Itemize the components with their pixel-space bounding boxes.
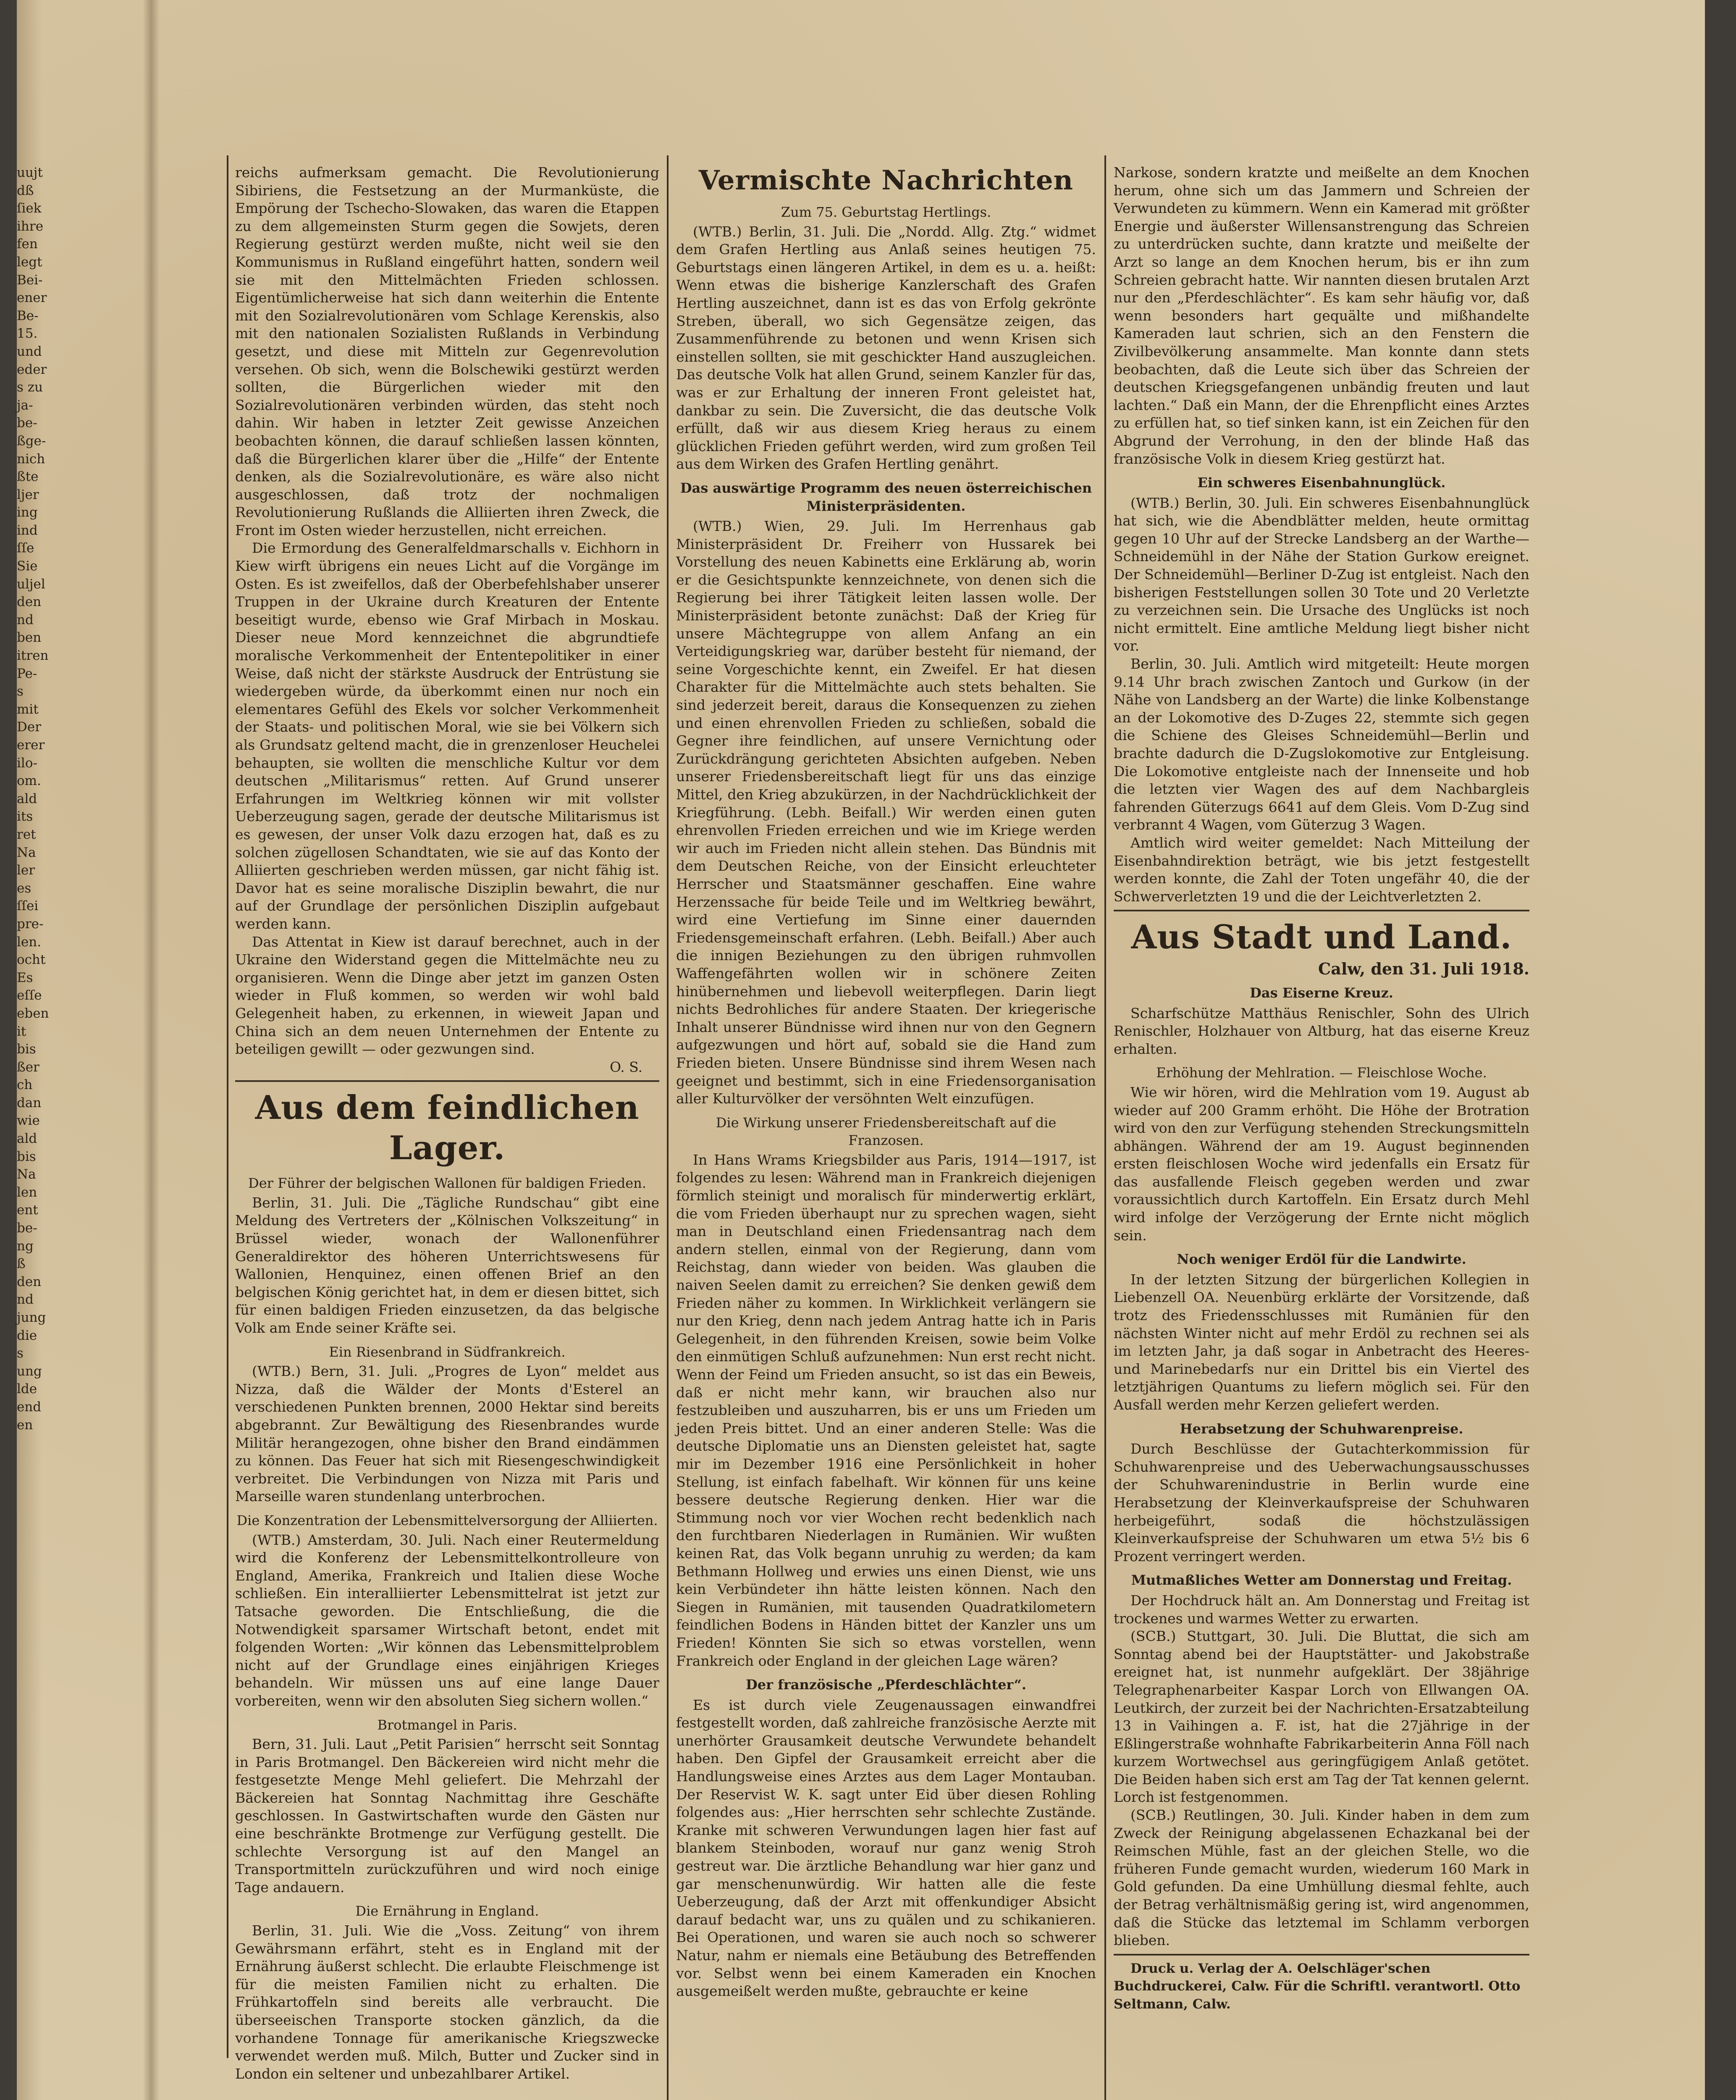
article-text: In Hans Wrams Kriegsbilder aus Paris, 1914—1917, ist folgendes zu lesen: Während man in Frankreich diejenigen förmlich steinigt und moralisch für minderwertig erklärt, die vom Frieden überhaupt nur zu sprechen wagen, sieht man in Deutschland einen Friedensantrag nach dem andern stellen, einmal von der Regierung, dann vom Reichstag, dann wieder von beiden. Was glauben die naiven Seelen damit zu erreichen? Sie denken gewiß dem Frieden näher zu kommen. In Wirklichkeit verlängern sie nur den Krieg, denn nach jedem Antrag hatte ich in Paris Gelegenheit, in den führenden Kreisen, sowie beim Volke den einmütigen Schluß aufzunehmen: Nun erst recht nicht. Wenn der Feind um Frieden ansucht, so ist das ein Beweis, daß er nicht mehr kann, wir brauchen also nur festzubleiben und auszuharren, bis er uns um Frieden um jeden Preis bittet. Und an einer anderen Stelle: Was die deutsche Diplomatie uns an Diensten geleistet hat, sagte mir im Dezember 1916 eine Persönlichkeit in hoher Stellung, ist einfach fabelhaft. Wir können für uns keine bessere deutsche Regierung denken. Hier war die Stimmung noch vor vier Wochen recht bedenklich nach den furchtbaren Niederlagen in Rumänien. Wir wußten keinen Rat, das Volk begann unruhig zu werden; da kam Bethmann Hollweg und erwies uns einen Dienst, wie uns kein Verbündeter ihn hätte leisten können. Nach den Siegen in Rumänien, mit tausenden Quadratkilometern feindlichen Bodens in Händen bittet der Kanzler uns um Frieden! Könnten Sie sich so etwas vorstellen, wenn Frankreich oder England in der gleichen Lage wären? [676, 1151, 1096, 1669]
fragment-word: uljel [17, 576, 45, 592]
column-rule [667, 155, 669, 2100]
article-text: Die Ermordung des Generalfeldmarschalls v. Eichhorn in Kiew wirft übrigens ein neues Licht auf die Vorgänge im Osten. Es ist zweifellos, daß der Oberbefehlshaber unserer Truppen in der Ukraine durch Kreaturen der Entente beseitigt wurde, ebenso wie Graf Mirbach in Moskau. Dieser neue Mord kennzeichnet die abgrundtiefe moralische Verkommenheit der Ententepolitiker in einer Weise, daß nicht der stärkste Ausdruck der Entrüstung sie wiedergeben würde, da überkommt einen nur noch ein elementares Gefühl des Ekels vor solcher Verkommenheit der Staats- und politischen Moral, wie sie bei Völkern sich als Grundsatz geltend macht, die in grenzenloser Heuchelei behaupten, sie wollten die menschliche Kultur vor dem deutschen „Militarismus“ retten. Auf Grund unserer Erfahrungen im Weltkrieg können wir mit vollster Ueberzeugung sagen, gerade der deutsche Militarismus ist es gewesen, der unser Volk dazu erzogen hat, daß es zu solchen zügellosen Schandtaten, wie sie auf das Konto der Alliierten geschrieben werden müssen, gar nicht fähig ist. Davor hat es seine moralische Disziplin bewahrt, die nur auf der Grundlage der persönlichen Disziplin aufgebaut werden kann. [235, 540, 659, 932]
fragment-word: Es [17, 970, 33, 985]
fragment-word: eder [17, 362, 47, 377]
fragment-word: it [17, 1024, 26, 1039]
fragment-word: ener [17, 290, 47, 306]
fragment-word: ß [17, 1256, 26, 1272]
fragment-word: ljer [17, 487, 39, 502]
fragment-word: om. [17, 773, 41, 789]
column-rule [227, 155, 228, 2058]
fragment-word: dan [17, 1095, 42, 1110]
signature: O. S. [609, 1058, 642, 1075]
article-title: Zum 75. Geburtstag Hertlings. [781, 204, 991, 220]
fragment-word: legt [17, 254, 42, 270]
article-title: Noch weniger Erdöl für die Landwirte. [1177, 1251, 1466, 1268]
fragment-word: Pe- [17, 666, 37, 681]
article-title: Mutmaßliches Wetter am Donnerstag und Freitag. [1131, 1572, 1512, 1588]
article-title: Ein schweres Eisenbahnunglück. [1197, 475, 1446, 491]
fragment-word: ret [17, 827, 36, 842]
fragment-word: ald [17, 1131, 37, 1147]
article-title: Erhöhung der Mehlration. — Fleischlose Woche. [1156, 1065, 1487, 1081]
article-text: Berlin, 31. Juli. Die „Tägliche Rundschau“ gibt eine Meldung des Vertreters der „Kölnischen Volkszeitung“ in Brüssel wieder, wonach der Wallonenführer Generaldirektor des höheren Unterrichtswesens für Wallonien, Henquinez, einen offenen Brief an den belgischen König gerichtet hat, in dem er diesen bittet, sich für einen baldigen Frieden einzusetzen, da das belgische Volk am Ende seiner Kräfte sei. [235, 1194, 659, 1336]
fragment-word: fen [17, 236, 38, 252]
fragment-word: s [17, 1346, 24, 1361]
article-text: Berlin, 30. Juli. Amtlich wird mitgeteilt: Heute morgen 9.14 Uhr brach zwischen Zantoch und Gurkow (in der Nähe von Landsberg an der Warte) die linke Kolbenstange an der Lokomotive des D-Zuges 22, stemmte sich gegen die Schiene des Gleises Schneidemühl—Berlin und brachte dadurch die D-Zugslokomotive zur Entgleisung. Die Lokomotive entgleiste nach der Innenseite und hob die letzten vier Wagen des auf dem Nachbargleis fahrenden Güterzugs 6641 auf dem Gleis. Vom D-Zug sind verbrannt 4 Wagen, vom Güterzug 3 Wagen. [1114, 656, 1529, 833]
fragment-word: nd [17, 1292, 34, 1307]
article-text: reichs aufmerksam gemacht. Die Revolutionierung Sibiriens, die Festsetzung an der Murmanküste, die Empörung der Tschecho-Slowaken, das waren die Etappen zu dem allgemeinsten Sturm gegen die Sowjets, deren Regierung gestürzt werden mußte, nicht weil sie den Kommunismus in Rußland eingeführt hatten, sondern weil sie mit den Mittelmächten Frieden schlossen. Eigentümlicherweise hat sich dann weiterhin die Entente mit den Sozialrevolutionären vom Schlage Kerenskis, also mit den nationalen Sozialisten Rußlands in Verbindung gesetzt, und diese mit Mitteln zur Gegenrevolution versehen. Ob sich, wenn die Bolschewiki gestürzt werden sollten, die Bürgerlichen wieder mit den Sozialrevolutionären verbinden würden, das steht noch dahin. Wir haben in letzter Zeit gewisse Anzeichen beobachten können, die darauf schließen lassen könnten, daß die Bürgerlichen klarer über die „Hilfe“ der Entente denken, als die Sozialrevolutionäre, es wäre also nicht ausgeschlossen, daß trotz der nochmaligen Revolutionierung Rußlands die Alliierten ihren Zweck, die Front im Osten wieder herzustellen, nicht erreichen. [235, 164, 659, 538]
dateline: Calw, den 31. Juli 1918. [1318, 959, 1529, 979]
fragment-word: ing [17, 505, 38, 520]
fragment-word: Bei- [17, 272, 43, 288]
fragment-word: ja- [17, 397, 33, 413]
column-3 [1114, 164, 1529, 2012]
fragment-word: die [17, 1328, 37, 1343]
article-text: Scharfschütze Matthäus Renischler, Sohn des Ulrich Renischler, Holzhauer von Altburg, hat das eiserne Kreuz erhalten. [1114, 1005, 1529, 1057]
article-text: (WTB.) Berlin, 30. Juli. Ein schweres Eisenbahnunglück hat sich, wie die Abendblätter melden, heute ormittag gegen 10 Uhr auf der Strecke Landsberg an der Warthe—Schneidemühl in der Nähe der Station Gurkow ereignet. Der Schneidemühl—Berliner D-Zug ist entgleist. Nach den bisherigen Feststellungen sollen 30 Tote und 20 Verletzte zu verzeichnen sein. Die Ursache des Unglücks ist noch nicht ermittelt. Eine amtliche Meldung liegt bisher nicht vor. [1114, 494, 1529, 654]
fragment-word: mit [17, 701, 39, 717]
fragment-word: len [17, 1184, 37, 1200]
fragment-word: eben [17, 1005, 49, 1021]
article-title: Ein Riesenbrand in Südfrankreich. [329, 1344, 566, 1360]
fragment-word: Sie [17, 559, 38, 574]
fragment-word: ihre [17, 218, 44, 234]
fragment-word: be- [17, 415, 37, 431]
article-text: (WTB.) Bern, 31. Juli. „Progres de Lyon“ meldet aus Nizza, daß die Wälder der Monts d'Esterel an verschiedenen Punkten brennen, 2000 Hektar sind bereits abgebrannt. Zur Bewältigung des Riesenbrandes wurde Militär herangezogen, ohne bisher den Brand eindämmen zu können. Das Feuer hat sich mit Riesengeschwindigkeit verbreitet. Die Verbindungen von Nizza mit Paris und Marseille waren stundenlang unterbrochen. [235, 1363, 659, 1505]
fragment-word: en [17, 1417, 33, 1433]
article-title: Die Konzentration der Lebensmittelversorgung der Alliierten. [236, 1512, 658, 1528]
article-text: (WTB.) Berlin, 31. Juli. Die „Nordd. Allg. Ztg.“ widmet dem Grafen Hertling aus Anlaß seines heutigen 75. Geburtstags einen längeren Artikel, in dem es u. a. heißt: Wenn etwas die bisherige Kanzlerschaft des Grafen Hertling auszeichnet, dann ist es das von Erfolg gekrönte Streben, überall, wo sich Gegensätze zeigen, das Zusammenführende zu betonen und wenn Krisen sich einstellen sollten, sie mit geschickter Hand auszugleichen. Das deutsche Volk hat allen Grund, seinem Kanzler für das, was er zur Erhaltung der inneren Front geleistet hat, dankbar zu sein. Die Zuversicht, die das deutsche Volk erfüllt, daß wir aus diesem Krieg heraus zu einem glücklichen Frieden geführt werden, wird zum großen Teil aus dem Wirken des Grafen Hertling genährt. [676, 223, 1096, 472]
fragment-word: wie [17, 1113, 40, 1129]
article-text: (SCB.) Stuttgart, 30. Juli. Die Bluttat, die sich am Sonntag abend bei der Hauptstätter- und Jakobstraße ereignet hat, ist nunmehr aufgeklärt. Der 38jährige Telegraphenarbeiter Kaspar Lorch von Ellwangen OA. Leutkirch, der zurzeit bei der Nachrichten-Ersatzabteilung 13 in Vaihingen a. F. ist, hat die 27jährige in der Eßlingerstraße wohnhafte Fabrikarbeiterin Anna Föll nach kurzem Wortwechsel aus geringfügigem Anlaß getötet. Die Beiden haben sich erst am Tag der Tat kennen gelernt. Lorch ist festgenommen. [1114, 1628, 1529, 1806]
section-heading: Aus Stadt und Land. [1131, 918, 1512, 957]
section-heading: Aus dem feindlichen Lager. [255, 1089, 640, 1168]
fragment-word: its [17, 809, 33, 824]
section-divider [1114, 1954, 1529, 1956]
article-text: Der Hochdruck hält an. Am Donnerstag und Freitag ist trockenes und warmes Wetter zu erwarten. [1114, 1592, 1529, 1627]
fragment-word: 15. [17, 326, 38, 341]
fragment-word: be- [17, 1221, 37, 1236]
article-text: In der letzten Sitzung der bürgerlichen Kollegien in Liebenzell OA. Neuenbürg erklärte der Vorsitzende, daß trotz des Friedensschlusses mit Rumänien für den nächsten Winter nicht auf mehr Erdöl zu rechnen sei als im letzten Jahr, ja daß sogar in Anbetracht des Heeres- und Marinebedarfs nur ein Drittel bis ein Viertel des letztjährigen Quantums zu liefern möglich sei. Für den Ausfall werden mehr Kerzen geliefert werden. [1114, 1271, 1529, 1413]
section-divider [1114, 910, 1529, 911]
article-text: Narkose, sondern kratzte und meißelte an dem Knochen herum, ohne sich um das Jammern und Schreien der Verwundeten zu kümmern. Wenn ein Kamerad mit größter Energie und äußerster Willensanstrengung das Schreien zu unterdrücken suchte, dann kratzte und meißelte der Arzt so lange an dem Knochen herum, bis er ihn zum Schreien gebracht hatte. Wir nannten diesen brutalen Arzt nur den „Pferdeschlächter“. Es kam sehr häufig vor, daß wenn besonders hart gequälte und mißhandelte Kameraden laut schrien, sich an den Fenstern die Zivilbevölkerung ansammelte. Man konnte dann stets beobachten, daß die Leute sich über das Schreien der deutschen Kriegsgefangenen unbändig freuten und laut lachten.“ Daß ein Mann, der die Ehrenpflicht eines Arztes zu erfüllen hat, so tief sinken kann, ist ein Zeichen für den Abgrund der Verrohung, in den der blinde Haß das französische Volk in diesem Krieg gestürzt hat. [1114, 164, 1529, 467]
fragment-word: ler [17, 863, 35, 878]
fragment-word: ung [17, 1363, 42, 1379]
fragment-word: bis [17, 1149, 36, 1164]
fragment-word: nich [17, 451, 45, 467]
newspaper-page [17, 0, 1705, 2100]
section-divider [235, 1080, 659, 1082]
article-title: Die Wirkung unserer Friedensbereitschaft auf die Franzosen. [716, 1114, 1057, 1149]
fragment-word: Be- [17, 308, 39, 323]
fragment-word: Na [17, 845, 36, 860]
fragment-word: den [17, 594, 42, 610]
article-text: Das Attentat in Kiew ist darauf berechnet, auch in der Ukraine den Widerstand gegen die Mittelmächte neu zu organisieren. Wenn die Dinge aber jetzt im ganzen Osten wieder in Fluß kommen, so werden wir wohl bald Gelegenheit haben, zu erkennen, in wieweit Japan und China sich an dem neuen Unternehmen der Entente zu beteiligen gewillt — oder gezwungen sind. [235, 933, 659, 1058]
fragment-word: bis [17, 1042, 36, 1057]
article-text: (SCB.) Reutlingen, 30. Juli. Kinder haben in dem zum Zweck der Reinigung abgelassenen Echazkanal bei der Reimschen Mühle, fast an der gleichen Stelle, wo die früheren Funde gemacht wurden, wiederum 160 Mark in Gold gefunden. Da eine Umhüllung diesmal fehlte, auch der Betrag verhältnismäßig gering ist, wird angenommen, daß die Stücke das letztemal im Schlamm verborgen blieben. [1114, 1807, 1529, 1949]
fragment-word: uujt [17, 165, 43, 180]
article-title: Herabsetzung der Schuhwarenpreise. [1180, 1420, 1463, 1437]
fragment-word: s [17, 684, 24, 699]
article-text: Berlin, 31. Juli. Wie die „Voss. Zeitung“ von ihrem Gewährsmann erfährt, steht es in England mit der Ernährung äußerst schlecht. Die erlaubte Fleischmenge ist für die meisten Familien nicht zu erhalten. Die Frühkartoffeln sind bereits alle verbraucht. Die überseeischen Transporte stocken gänzlich, da die vorhandene Tonnage für amerikanische Kriegszwecke verwendet werden muß. Milch, Butter und Zucker sind in London ein seltener und unbezahlbarer Artikel. [235, 1922, 659, 2082]
fragment-word: nd [17, 612, 34, 627]
column-1 [235, 164, 659, 2082]
article-text: Es ist durch viele Zeugenaussagen einwandfrei festgestellt worden, daß zahlreiche französische Aerzte mit unerhörter Grausamkeit deutsche Verwundete behandelt haben. Den Gipfel der Grausamkeit erreicht aber die Handlungsweise eines Arztes aus dem Lager Montauban. Der Reservist W. K. sagt unter Eid über diesen Rohling folgendes aus: „Hier herrschten sehr schlechte Zustände. Kranke mit schweren Verwundungen lagen hier fast auf blankem Steinboden, worauf nur ganz wenig Stroh gestreut war. Die ärztliche Behandlung war hier ganz und gar menschenunwürdig. Wir hatten alle die feste Ueberzeugung, daß der Arzt mit offenkundiger Absicht darauf bedacht war, uns zu quälen und zu schikanieren. Bei Operationen, und waren sie auch noch so schwerer Natur, nahm er niemals eine Betäubung des Betreffenden vor. Selbst wenn bei einem Kameraden ein Knochen ausgemeißelt werden mußte, gebrauchte er keine [676, 1696, 1096, 2000]
fragment-word: und [17, 344, 42, 359]
fragment-word: pre- [17, 916, 44, 932]
fragment-word: itren [17, 648, 49, 664]
fragment-word: ilo- [17, 755, 37, 771]
article-text: Wie wir hören, wird die Mehlration vom 19. August ab wieder auf 200 Gramm erhöht. Die Höhe der Brotration wird von den zur Verfügung stehenden Streckungsmitteln abhängen. Während der am 19. August beginnenden ersten fleischlosen Woche wird jedenfalls ein Ersatz für das ausfallende Fleisch gegeben werden und zwar voraussichtlich durch Kartoffeln. Ein Ersatz durch Mehl wird infolge der Verzögerung der Ernte nicht möglich sein. [1114, 1084, 1529, 1244]
fragment-word: ind [17, 522, 38, 538]
article-text: (WTB.) Wien, 29. Juli. Im Herrenhaus gab Ministerpräsident Dr. Freiherr von Hussarek bei Vorstellung des neuen Kabinetts eine Erklärung ab, worin er die Gesichtspunkte kennzeichnete, von denen sich die Regierung bei ihrer Tätigkeit leiten lassen wolle. Der Ministerpräsident betonte zunächst: Daß der Krieg für unsere Mächtegruppe von allem Anfang an ein Verteidigungskrieg war, darüber besteht für niemand, der seine Vorgeschichte kennt, ein Zweifel. Er hat diesen Charakter für die Mittelmächte auch stets behalten. Sie sind jederzeit bereit, daraus die Konsequenzen zu ziehen und einen ehrenvollen Frieden zu schließen, sobald die Gegner ihre feindlichen, auf unsere Vernichtung oder Zurückdrängung gerichteten Absichten aufgeben. Neben unserer Friedensbereitschaft liegt für uns das einzige Mittel, den Krieg abzukürzen, in der Nachdrücklichkeit der Kriegführung. (Lebh. Beifall.) Wir werden einen guten ehrenvollen Frieden erreichen und wie im Kriege werden wir auch im Frieden nicht allein stehen. Das Bündnis mit dem Deutschen Reiche, von der Einsicht erleuchteter Herrscher und Staatsmänner geschaffen. Eine wahre Herzenssache für beide Teile und im Weltkrieg bewährt, wird eine Vertiefung im Sinne einer dauernden Friedensgemeinschaft erfahren. (Lebh. Beifall.) Aber auch die innigen Beziehungen zu den übrigen ruhmvollen Waffengefährten wollen wir in schönere Zeiten hinübernehmen und liebevoll weiterpflegen. Darin liegt nichts Bedrohliches für andere Staaten. Der kriegerische Inhalt unserer Bündnisse wird ihnen nur von den Gegnern aufgezwungen und hört auf, sobald sie die Hand zum Frieden bieten. Unsere Bündnisse sind ihrem Wesen nach geeignet und bestimmt, sich in eine Friedensorganisation aller Kulturvölker der versöhnten Welt einzufügen. [676, 518, 1096, 1107]
fragment-word: eſſe [17, 988, 42, 1003]
fragment-word: ßge- [17, 433, 46, 449]
fragment-word: es [17, 880, 31, 896]
column-2 [676, 164, 1096, 2000]
fragment-word: ſſei [17, 898, 39, 914]
article-title: Die Ernährung in England. [355, 1903, 539, 1919]
fragment-word: ald [17, 791, 37, 806]
fragment-word: erer [17, 738, 45, 753]
article-title: Brotmangel in Paris. [377, 1717, 517, 1733]
fragment-word: end [17, 1399, 42, 1415]
imprint: Druck u. Verlag der A. Oelschläger'schen Buchdruckerei, Calw. Für die Schriftl. verantwortl. Otto Seltmann, Calw. [1114, 1961, 1521, 2012]
fragment-word: jung [17, 1310, 46, 1325]
fragment-word: Na [17, 1167, 36, 1182]
article-title: Der Führer der belgischen Wallonen für baldigen Frieden. [248, 1175, 646, 1192]
fragment-word: ent [17, 1202, 38, 1218]
fragment-word: Der [17, 719, 42, 735]
fragment-word: dß [17, 183, 34, 198]
column-rule [1104, 155, 1106, 2100]
article-title: Das Eiserne Kreuz. [1250, 984, 1393, 1001]
section-heading: Vermischte Nachrichten [698, 165, 1074, 196]
fragment-word: ßer [17, 1059, 39, 1075]
article-text: (WTB.) Amsterdam, 30. Juli. Nach einer Reutermeldung wird die Konferenz der Lebensmittelkontrolleure von England, Amerika, Frankreich und Italien diese Woche schließen. Ein interalliierter Lebensmittelrat ist jetzt zur Tatsache geworden. Die Entschließung, die die Notwendigkeit sparsamer Wirtschaft betont, endet mit folgenden Worten: „Wir können das Lebensmittelproblem nicht auf der Grundlage eines einjährigen Krieges behandeln. Wir müssen uns auf eine lange Dauer vorbereiten, wenn wir den absoluten Sieg sichern wollen.“ [235, 1531, 659, 1709]
fragment-word: ng [17, 1238, 34, 1254]
fragment-word: ſſe [17, 541, 34, 556]
fragment-word: ſiek [17, 201, 42, 216]
article-title: Das auswärtige Programm des neuen österreichischen Ministerpräsidenten. [680, 480, 1092, 514]
fragment-word: den [17, 1274, 42, 1289]
fragment-word: s zu [17, 380, 43, 395]
fragment-word: ocht [17, 952, 46, 968]
page-fold-shadow [143, 0, 160, 2100]
fragment-word: ch [17, 1077, 33, 1093]
fragment-word: ßte [17, 469, 39, 485]
fragment-word: len. [17, 934, 42, 950]
fragment-word: ben [17, 630, 42, 646]
left-page-fragment-column [17, 164, 84, 1434]
article-title: Der französische „Pferdeschlächter“. [746, 1677, 1026, 1693]
fragment-word: lde [17, 1381, 37, 1397]
article-text: Amtlich wird weiter gemeldet: Nach Mitteilung der Eisenbahndirektion beträgt, wie bis jetzt festgestellt werden konnte, die Zahl der Toten ungefähr 40, die der Schwerverletzten 19 und die der Leichtverletzten 2. [1114, 834, 1529, 905]
article-text: Durch Beschlüsse der Gutachterkommission für Schuhwarenpreise und des Ueberwachungsausschusses der Schuhwarenindustrie in Berlin wurde eine Herabsetzung der Kleinverkaufspreise der Schuhwaren herbeigeführt, sodaß die höchstzulässigen Kleinverkaufspreise der Schuhwaren um etwa 5½ bis 6 Prozent verringert werden. [1114, 1441, 1529, 1564]
article-text: Bern, 31. Juli. Laut „Petit Parisien“ herrscht seit Sonntag in Paris Brotmangel. Den Bäckereien wird nicht mehr die festgesetzte Menge Mehl geliefert. Die Mehrzahl der Bäckereien hat Sonntag Nachmittag ihre Geschäfte geschlossen. In Gastwirtschaften wurde den Gästen nur eine beschränkte Brotmenge zur Verfügung gestellt. Die schlechte Versorgung ist auf den Mangel an Transportmitteln zurückzuführen und wird noch einige Tage andauern. [235, 1736, 659, 1895]
